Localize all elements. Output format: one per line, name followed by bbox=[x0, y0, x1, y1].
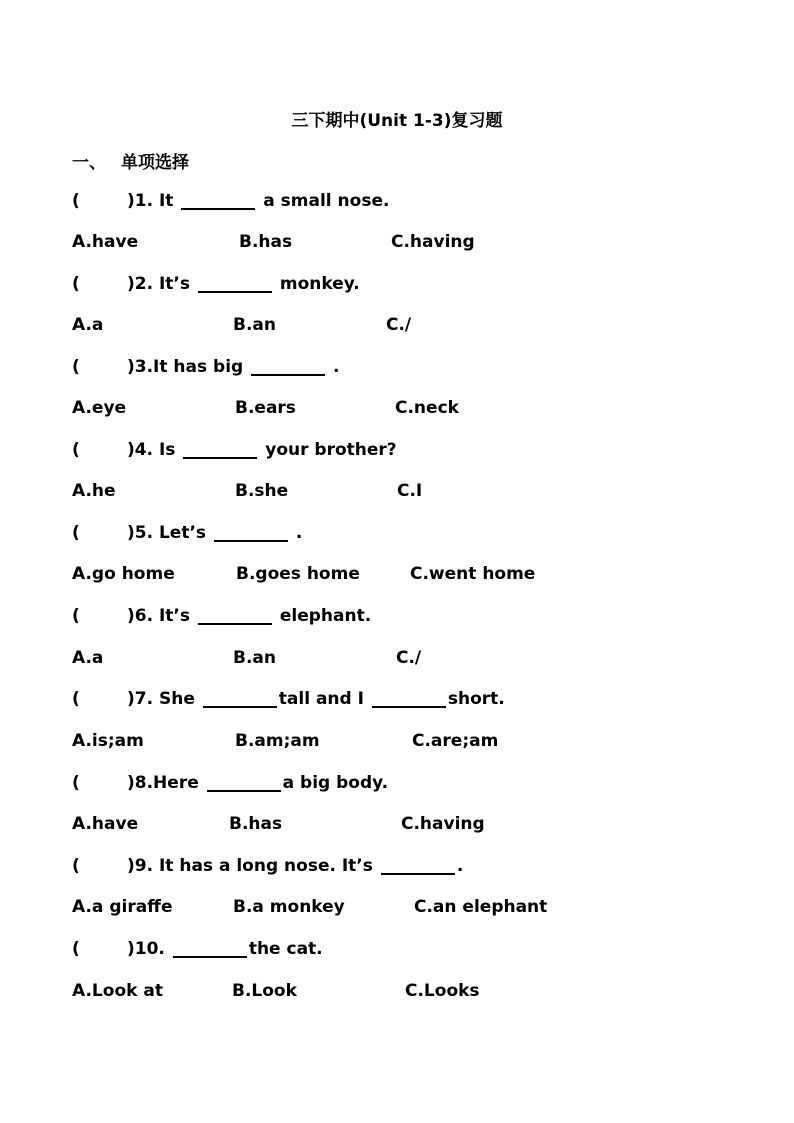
option-a: A.he bbox=[72, 481, 116, 501]
blank-line bbox=[207, 790, 281, 792]
section-label: 单项选择 bbox=[121, 153, 189, 173]
question-text: )8.Here a big body. bbox=[127, 773, 389, 793]
option-b: B.ears bbox=[235, 398, 296, 418]
option-a: A.Look at bbox=[72, 981, 163, 1001]
option-a: A.have bbox=[72, 814, 139, 834]
blank-line bbox=[203, 706, 277, 708]
option-b: B.Look bbox=[232, 981, 297, 1001]
option-b: B.an bbox=[233, 648, 276, 668]
option-b: B.a monkey bbox=[233, 897, 345, 917]
answer-paren: ( bbox=[72, 357, 80, 377]
answer-paren: ( bbox=[72, 689, 80, 709]
blank-line bbox=[183, 457, 257, 459]
option-b: B.has bbox=[229, 814, 283, 834]
blank-line bbox=[198, 291, 272, 293]
option-b: B.an bbox=[233, 315, 276, 335]
option-c: C./ bbox=[386, 315, 412, 335]
blank-line bbox=[181, 208, 255, 210]
question-text: )7. She tall and I short. bbox=[127, 689, 505, 709]
answer-paren: ( bbox=[72, 191, 80, 211]
option-a: A.go home bbox=[72, 564, 175, 584]
option-a: A.eye bbox=[72, 398, 127, 418]
question-text: )6. It’s elephant. bbox=[127, 606, 372, 626]
option-c: C.having bbox=[391, 232, 475, 252]
option-a: A.is;am bbox=[72, 731, 144, 751]
option-c: C.went home bbox=[410, 564, 536, 584]
question-text: )2. It’s monkey. bbox=[127, 274, 360, 294]
page-title: 三下期中(Unit 1-3)复习题 bbox=[291, 111, 503, 131]
option-c: C.Looks bbox=[405, 981, 480, 1001]
option-c: C.an elephant bbox=[414, 897, 548, 917]
blank-line bbox=[214, 540, 288, 542]
question-text: )5. Let’s . bbox=[127, 523, 303, 543]
blank-line bbox=[251, 374, 325, 376]
answer-paren: ( bbox=[72, 773, 80, 793]
answer-paren: ( bbox=[72, 939, 80, 959]
answer-paren: ( bbox=[72, 274, 80, 294]
section-heading bbox=[72, 148, 189, 173]
option-b: B.has bbox=[239, 232, 293, 252]
option-c: C.having bbox=[401, 814, 485, 834]
answer-paren: ( bbox=[72, 523, 80, 543]
option-a: A.a giraffe bbox=[72, 897, 173, 917]
question-text: )9. It has a long nose. It’s . bbox=[127, 856, 464, 876]
answer-paren: ( bbox=[72, 856, 80, 876]
question-text: )1. It a small nose. bbox=[127, 191, 390, 211]
option-a: A.have bbox=[72, 232, 139, 252]
blank-line bbox=[381, 873, 455, 875]
option-b: B.goes home bbox=[236, 564, 360, 584]
option-c: C.I bbox=[397, 481, 423, 501]
option-a: A.a bbox=[72, 315, 104, 335]
blank-line bbox=[198, 623, 272, 625]
answer-paren: ( bbox=[72, 440, 80, 460]
question-text: )10. the cat. bbox=[127, 939, 323, 959]
option-a: A.a bbox=[72, 648, 104, 668]
answer-paren: ( bbox=[72, 606, 80, 626]
blank-line bbox=[173, 956, 247, 958]
question-text: )3.It has big . bbox=[127, 357, 340, 377]
option-c: C.neck bbox=[395, 398, 459, 418]
option-b: B.am;am bbox=[235, 731, 320, 751]
blank-line bbox=[372, 706, 446, 708]
option-c: C.are;am bbox=[412, 731, 499, 751]
option-b: B.she bbox=[235, 481, 289, 501]
option-c: C./ bbox=[396, 648, 422, 668]
section-number: 一、 bbox=[72, 153, 106, 173]
question-text: )4. Is your brother? bbox=[127, 440, 397, 460]
